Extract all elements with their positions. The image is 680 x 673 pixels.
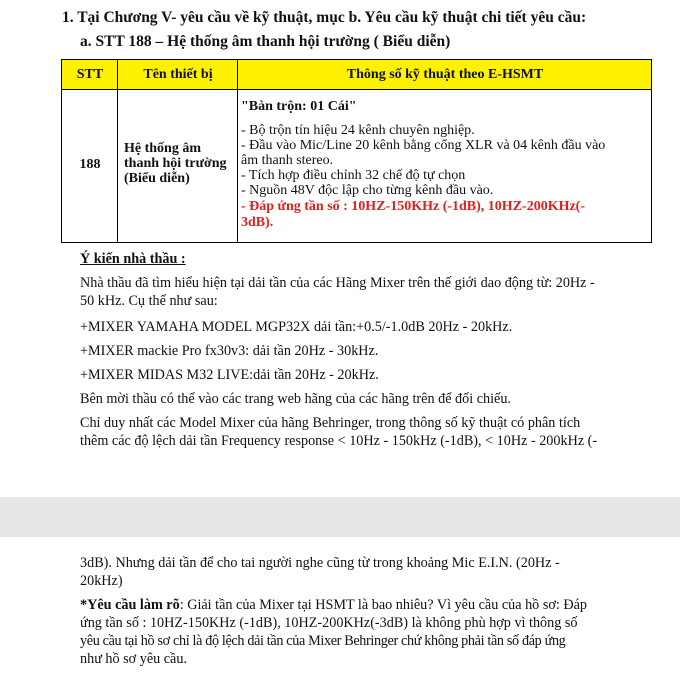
header-device-cell [117, 59, 238, 90]
paragraph-line: Bên mời thầu có thể vào các trang web hãng của các hãng trên để đối chiếu. [80, 391, 511, 407]
paragraph-line: 20kHz) [80, 573, 123, 589]
spec-line: - Tích hợp điều chỉnh 32 chế độ tự chọn [241, 168, 466, 183]
paragraph-line: Chỉ duy nhất các Model Mixer của hãng Behringer, trong thông số kỹ thuật có phân tích [80, 415, 581, 431]
clarify-label: *Yêu cầu làm rõ [80, 597, 180, 613]
spec-line: âm thanh stereo. [241, 153, 334, 168]
device-line: thanh hội trường [124, 156, 227, 171]
header-stt: STT [76, 67, 104, 82]
spec-frequency-line: - Đáp ứng tần số : 10HZ-150KHz (-1dB), 10HZ-200KHz(- [241, 199, 586, 214]
spec-frequency-line: 3dB). [241, 215, 274, 230]
spec-table [61, 59, 652, 243]
clarify-line: yêu cầu tại hồ sơ chỉ là độ lệch dải tần của Mixer Behringer chứ không phải tần số đáp ứng [80, 633, 566, 649]
subsection-heading: a. STT 188 – Hệ thống âm thanh hội trường ( Biểu diễn) [80, 33, 451, 50]
clarify-line: như hồ sơ yêu cầu. [80, 651, 187, 667]
stt-cell [61, 89, 118, 243]
mixer-mackie: +MIXER mackie Pro fx30v3: dải tần 20Hz - 30kHz. [80, 343, 379, 359]
paragraph-line: Nhà thầu đã tìm hiểu hiện tại dải tần của các Hãng Mixer trên thế giới dao động từ: 20Hz - [80, 275, 595, 291]
stt-value: 188 [79, 157, 101, 172]
header-device: Tên thiết bị [143, 67, 213, 82]
mixer-yamaha: +MIXER YAMAHA MODEL MGP32X dải tần:+0.5/-1.0dB 20Hz - 20kHz. [80, 319, 513, 335]
clarify-line: ứng tần số : 10HZ-150KHz (-1dB), 10HZ-200KHz(-3dB) là không phù hợp vì thông số [80, 615, 578, 631]
mixer-midas: +MIXER MIDAS M32 LIVE:dải tần 20Hz - 20kHz. [80, 367, 379, 383]
section-heading: 1. Tại Chương V- yêu cầu về kỹ thuật, mục b. Yêu cầu kỹ thuật chi tiết yêu cầu: [62, 9, 587, 26]
spec-line: - Bộ trộn tín hiệu 24 kênh chuyên nghiệp. [241, 123, 475, 138]
device-line: (Biểu diễn) [124, 171, 190, 186]
paragraph-line: 50 kHz. Cụ thể như sau: [80, 293, 218, 309]
paragraph-line: thêm các độ lệch dải tần Frequency response < 10Hz - 150kHz (-1dB), < 10Hz - 200kHz (- [80, 433, 598, 449]
paragraph-line: 3dB). Nhưng dải tần để cho tai người nghe cũng từ trong khoảng Mic E.I.N. (20Hz - [80, 555, 560, 571]
opinion-title: Ý kiến nhà thầu : [80, 251, 186, 267]
clarify-text: : Giải tần của Mixer tại HSMT là bao nhiêu? Vì yêu cầu của hồ sơ: Đáp [179, 597, 587, 613]
clarify-request [80, 597, 587, 614]
spec-title: "Bàn trộn: 01 Cái" [241, 99, 357, 114]
header-spec: Thông số kỹ thuật theo E-HSMT [346, 67, 544, 82]
device-line: Hệ thống âm [124, 141, 201, 156]
spec-cell [237, 89, 652, 243]
spec-line: - Nguồn 48V độc lập cho từng kênh đầu vào. [241, 183, 494, 198]
device-cell [117, 89, 238, 243]
spec-line: - Đầu vào Mic/Line 20 kênh bằng cổng XLR và 04 kênh đầu vào [241, 138, 606, 153]
header-stt-cell [61, 59, 118, 90]
page-break [0, 497, 680, 537]
header-spec-cell [237, 59, 652, 90]
